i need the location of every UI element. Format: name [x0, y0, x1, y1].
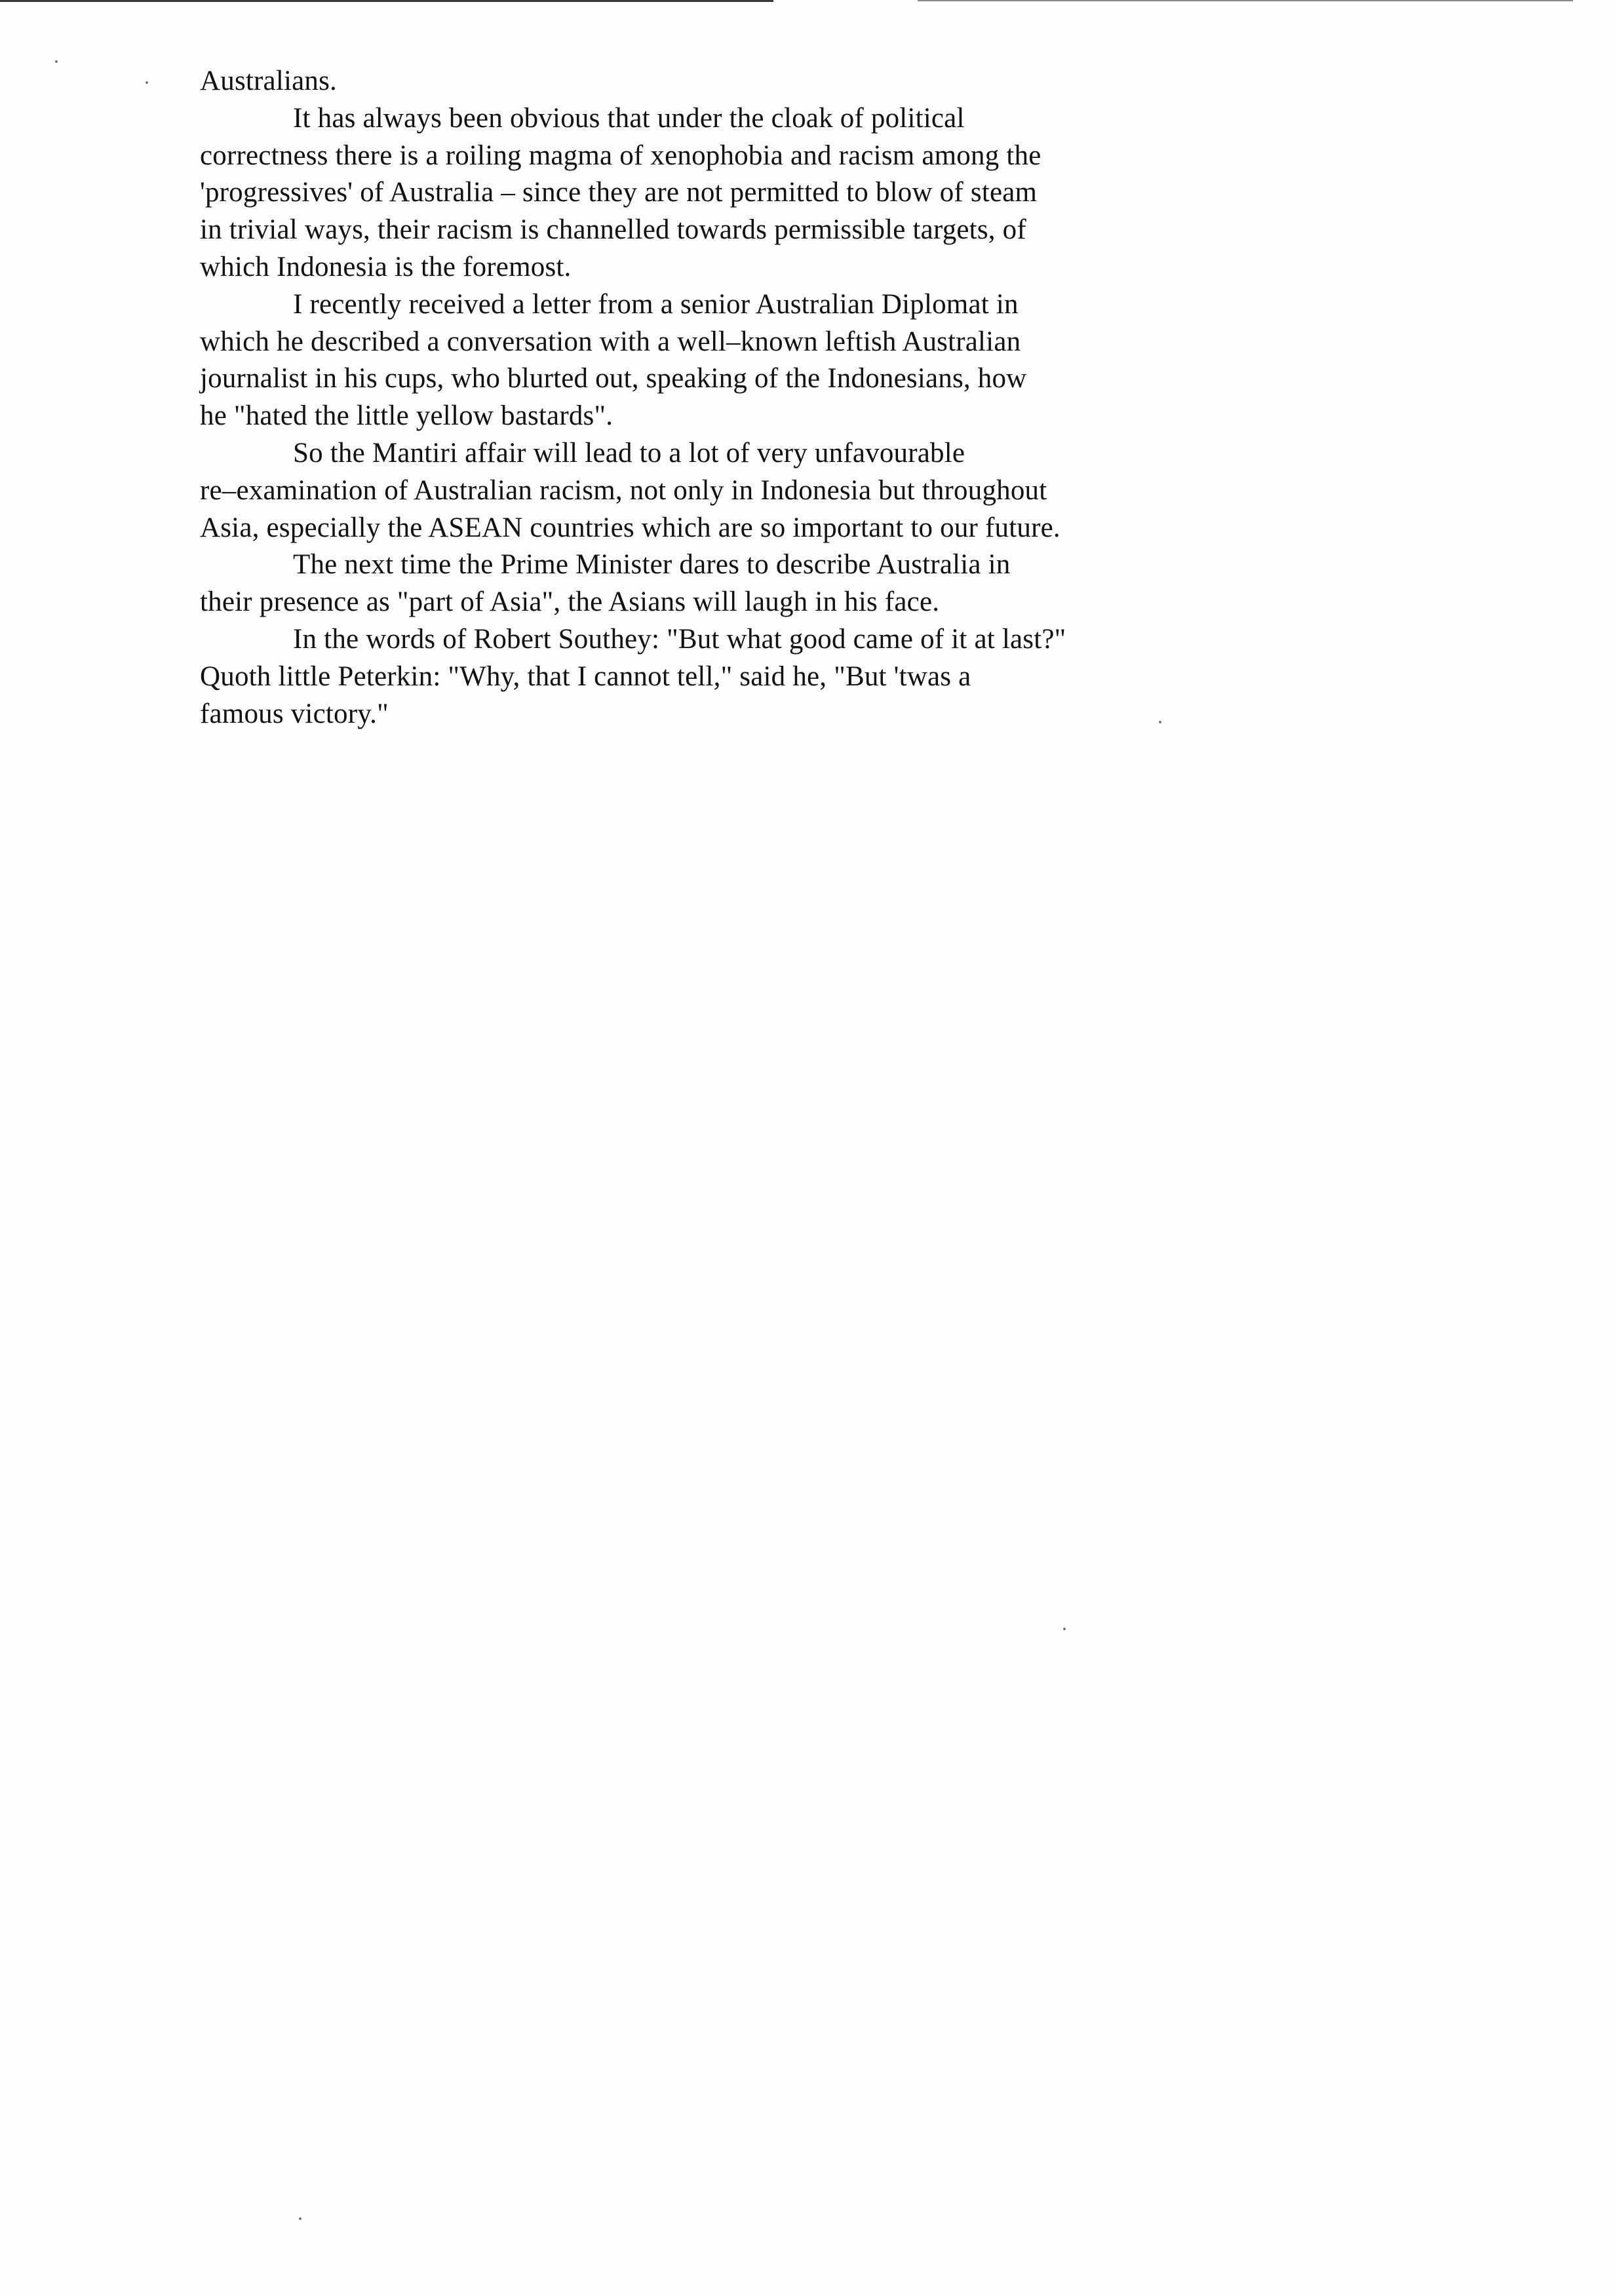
body-line: which he described a conversation with a well–known leftish Australian	[200, 326, 1021, 357]
scan-speck	[146, 81, 148, 84]
body-line: So the Mantiri affair will lead to a lot of very unfavourable	[293, 437, 965, 469]
body-line: he "hated the little yellow bastards".	[200, 400, 613, 432]
top-edge-rule-secondary	[918, 0, 1573, 1]
body-line: Asia, especially the ASEAN countries which are so important to our future.	[200, 512, 1060, 543]
body-line: Australians.	[200, 66, 338, 96]
body-line: which Indonesia is the foremost.	[200, 251, 572, 282]
body-line: journalist in his cups, who blurted out, speaking of the Indonesians, how	[200, 363, 1027, 394]
body-line: I recently received a letter from a senior Australian Diplomat in	[293, 288, 1019, 320]
body-line: 'progressives' of Australia – since they are not permitted to blow of steam	[200, 177, 1038, 208]
body-line: famous victory."	[200, 698, 389, 729]
body-line: their presence as "part of Asia", the Asians will laugh in his face.	[200, 586, 940, 618]
document-body	[200, 63, 1314, 733]
scan-speck	[1063, 1628, 1066, 1630]
body-line: correctness there is a roiling magma of xenophobia and racism among the	[200, 140, 1041, 171]
top-edge-rule	[0, 0, 773, 2]
body-line: re–examination of Australian racism, not only in Indonesia but throughout	[200, 474, 1047, 506]
scan-speck	[55, 60, 58, 63]
body-line: In the words of Robert Southey: "But what good came of it at last?"	[293, 623, 1066, 655]
body-line: in trivial ways, their racism is channelled towards permissible targets, of	[200, 214, 1026, 246]
scan-speck	[299, 2217, 302, 2220]
body-line: Quoth little Peterkin: "Why, that I cannot tell," said he, "But 'twas a	[200, 660, 971, 692]
body-line: The next time the Prime Minister dares to describe Australia in	[293, 549, 1011, 581]
body-line: It has always been obvious that under the cloak of political	[293, 102, 965, 134]
